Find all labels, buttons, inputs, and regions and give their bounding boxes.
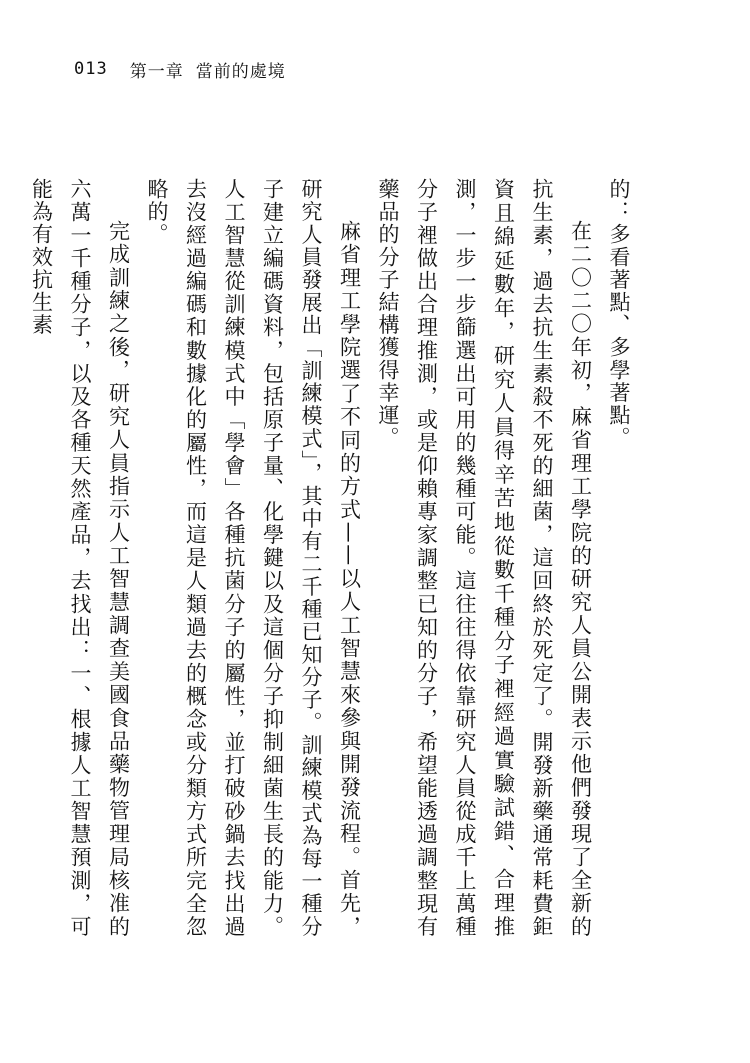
chapter-label: 第一章 [129, 61, 184, 82]
paragraph-training-model: 麻省理工學院選了不同的方式——以人工智慧來參與開發流程。首先，研究人員發展出「訓練模式」，其中有二千種已知分子。訓練模式為每一種分子建立編碼資料，包括原子量、化學鍵以及這個分子抑制細菌生長的能力。人工智慧從訓練模式中「學會」各種抗菌分子的屬性，並打破砂鍋去找出過去沒經過編碼和數據化的屬性，而這是人類過去的概念或分類方式所完全忽略的。 [145, 178, 362, 938]
chapter-heading [130, 57, 286, 82]
paragraph-fda-survey: 完成訓練之後，研究人員指示人工智慧調查美國食品藥物管理局核准的六萬一千種分子，以及各種天然產品，去找出：一、根據人工智慧預測，可能為有效抗生素 [29, 178, 131, 938]
paragraph-continuation: 的：多看著點、多學著點。 [607, 178, 631, 450]
page-header [74, 54, 286, 84]
section-title: 當前的處境 [195, 61, 286, 82]
page-number: 013 [74, 59, 108, 79]
vertical-body-text [22, 178, 638, 938]
paragraph-antibiotic-discovery: 在二〇二〇年初，麻省理工學院的研究人員公開表示他們發現了全新的抗生素，過去抗生素殺不死的細菌，這回終於死定了。開發新藥通常耗費鉅資且綿延數年，研究人員得辛苦地從數千種分子裡經過實驗試錯、合理推測，一步一步篩選出可用的幾種可能。這往往得依靠研究人員從成千上萬種分子裡做出合理推測，或是仰賴專家調整已知的分子，希望能透過調整現有藥品的分子結構獲得幸運。 [376, 178, 593, 938]
